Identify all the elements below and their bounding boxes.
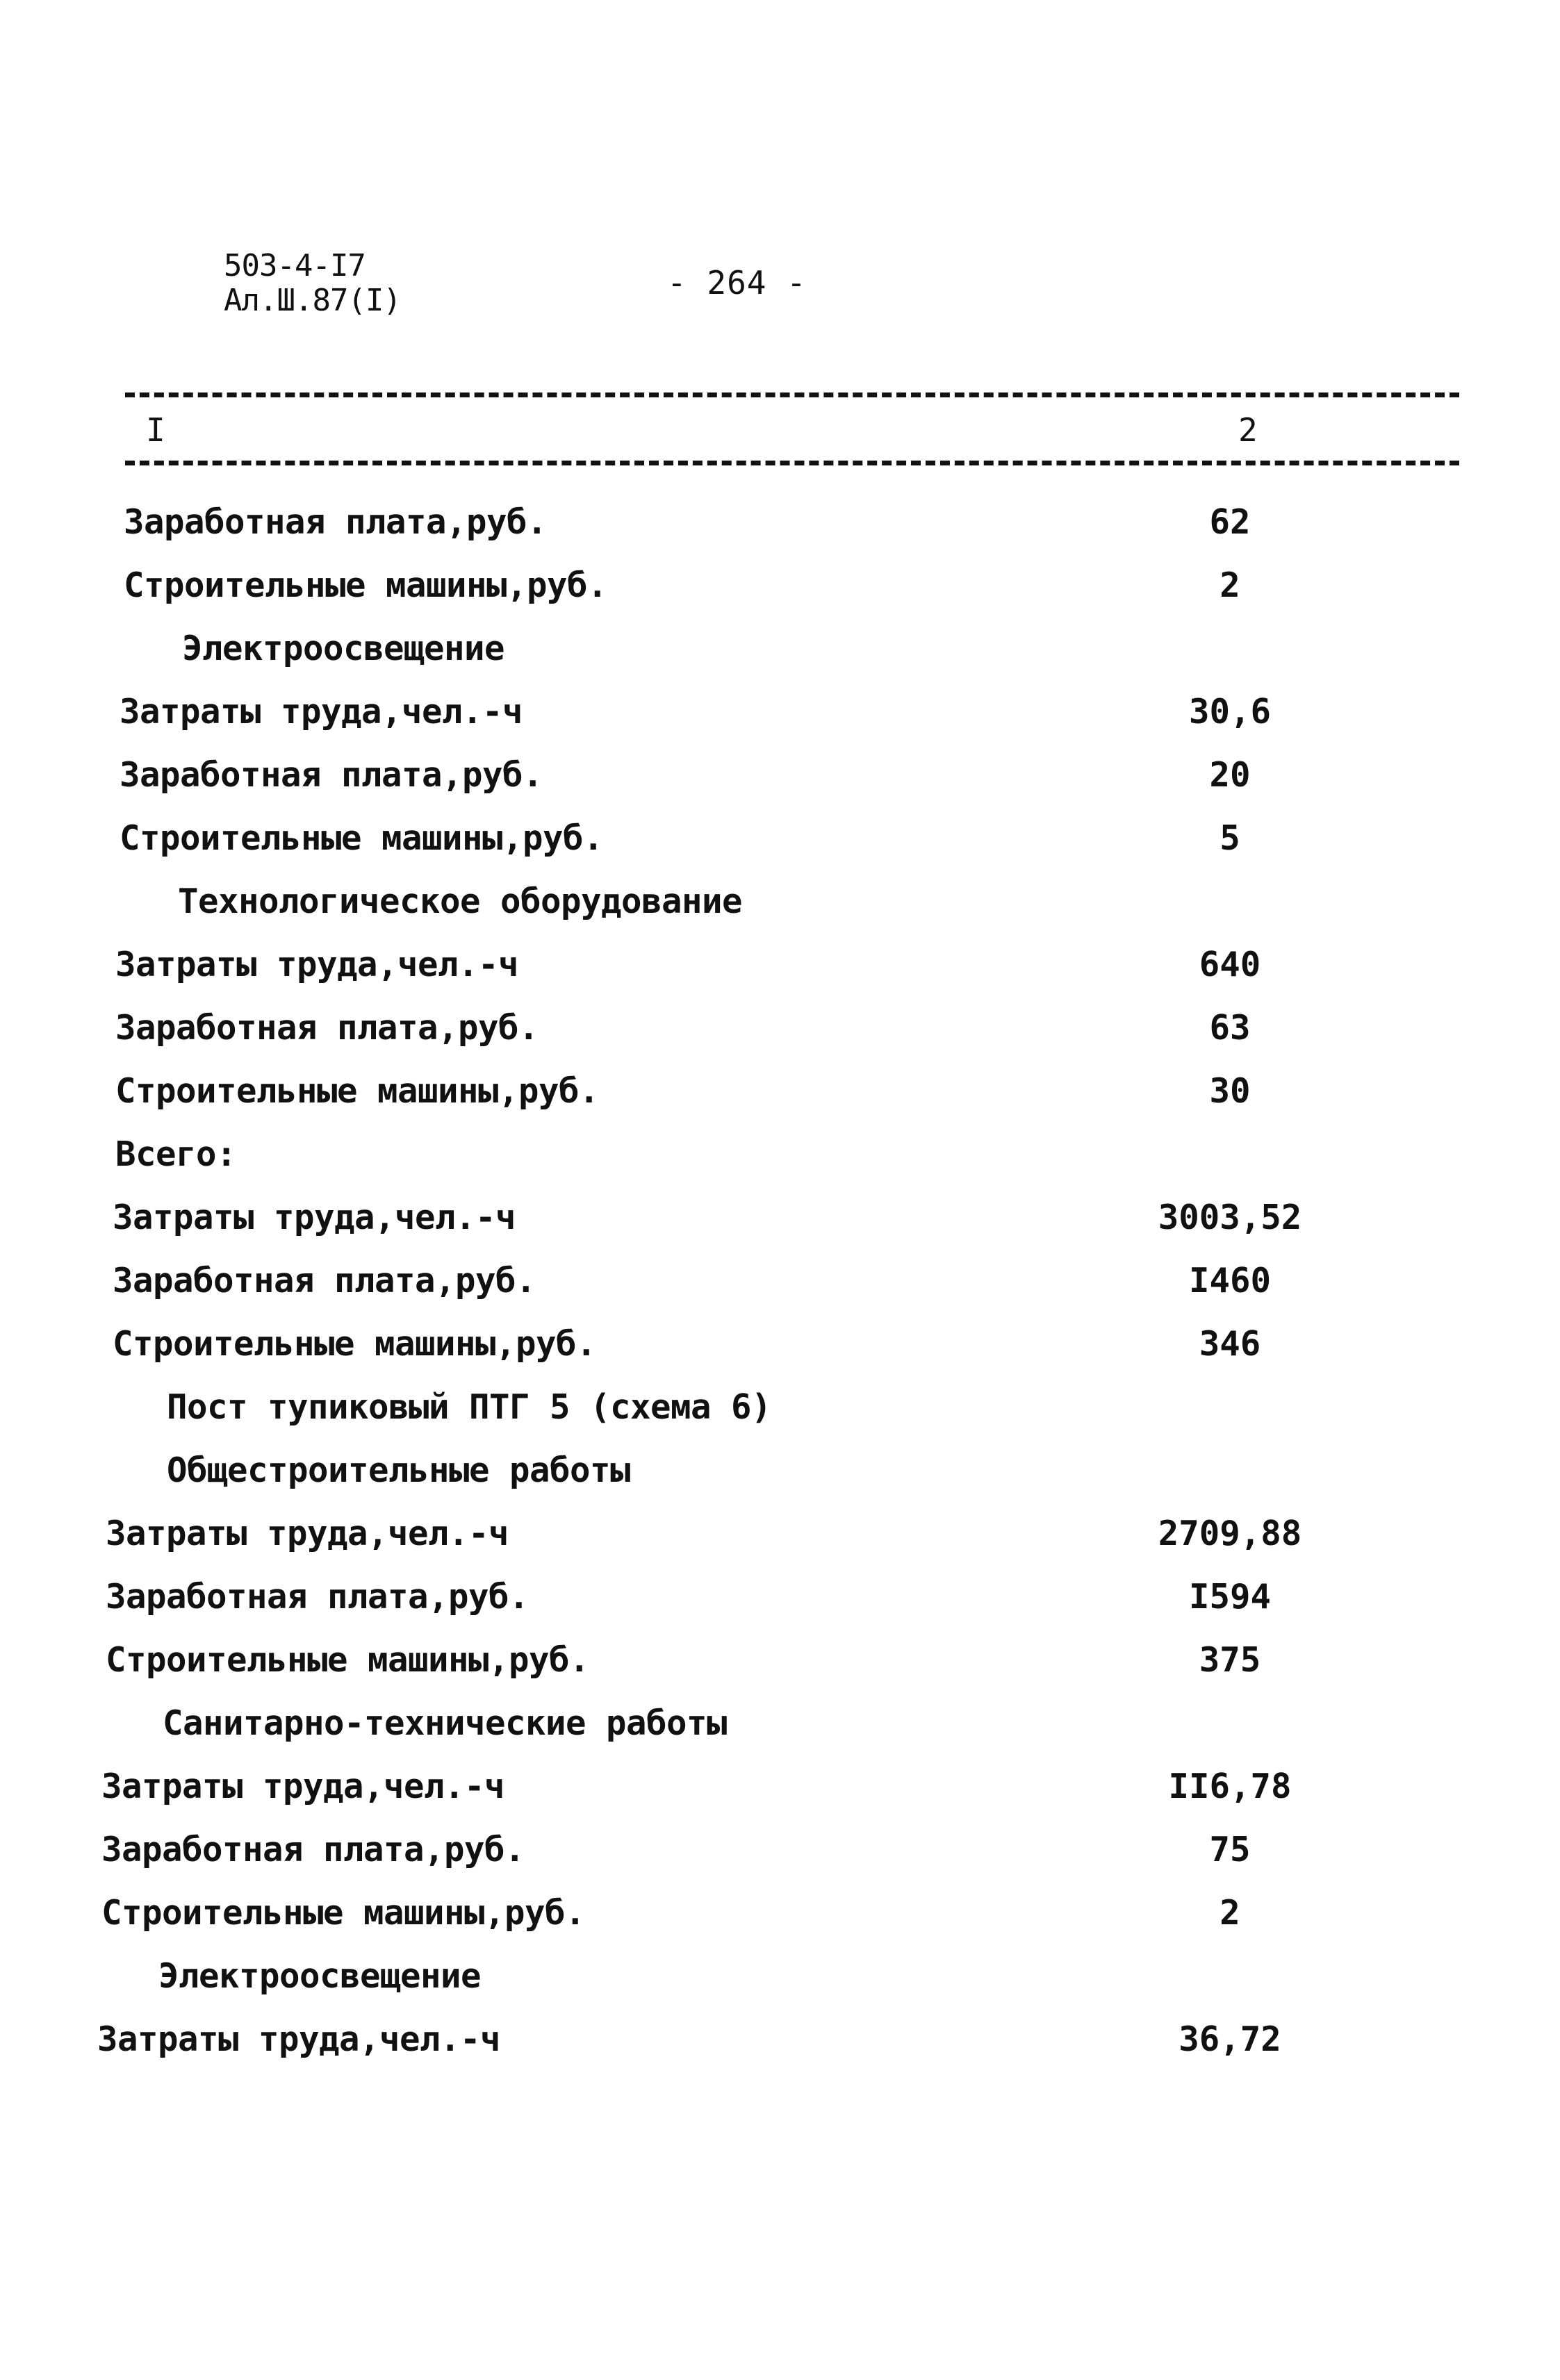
row-value: 2709,88 [1158, 1514, 1302, 1553]
row-label: Строительные машины,руб. [101, 1893, 586, 1933]
section-heading [0, 1129, 1560, 1193]
row-value: 30,6 [1188, 692, 1271, 732]
row-label: Затраты труда,чел.-ч [97, 2019, 501, 2059]
row-label: Затраты труда,чел.-ч [101, 1767, 505, 1806]
table-row [0, 1192, 1560, 1256]
row-value: 2 [1220, 565, 1240, 605]
row-value: 75 [1209, 1830, 1251, 1869]
table-row [0, 1508, 1560, 1572]
table-row [0, 686, 1560, 750]
table-row [0, 1761, 1560, 1825]
section-heading [0, 876, 1560, 940]
row-label: Строительные машины,руб. [106, 1640, 590, 1680]
document-code-line-2: Ал.Ш.87(I) [224, 283, 401, 318]
section-heading [0, 1445, 1560, 1509]
row-label: Затраты труда,чел.-ч [120, 692, 523, 732]
row-label: Затраты труда,чел.-ч [113, 1198, 516, 1237]
section-heading [0, 623, 1560, 687]
table-row [0, 813, 1560, 877]
table-row [0, 1319, 1560, 1382]
row-value: 5 [1220, 818, 1240, 858]
table-row [0, 1824, 1560, 1888]
section-heading [0, 1951, 1560, 2015]
row-value: I460 [1188, 1261, 1271, 1300]
row-value: 375 [1199, 1640, 1261, 1680]
row-label: Строительные машины,руб. [124, 565, 608, 605]
row-value: I594 [1188, 1577, 1271, 1617]
row-label: Строительные машины,руб. [120, 818, 604, 858]
table-row [0, 497, 1560, 561]
row-value: 30 [1209, 1071, 1251, 1111]
section-heading [0, 1698, 1560, 1762]
row-label: Заработная плата,руб. [101, 1830, 525, 1869]
page-number: - 264 - [667, 264, 807, 301]
column-header-2: 2 [1238, 411, 1258, 449]
row-label: Заработная плата,руб. [115, 1008, 539, 1048]
section-title: Пост тупиковый ПТГ 5 (схема 6) [167, 1387, 772, 1427]
row-value: 346 [1199, 1324, 1261, 1364]
table-row [0, 1635, 1560, 1699]
row-value: 640 [1199, 945, 1261, 984]
row-label: Заработная плата,руб. [106, 1577, 529, 1617]
document-code-line-1: 503-4-I7 [224, 248, 366, 283]
section-title: Технологическое оборудование [178, 882, 743, 921]
table-row [0, 1571, 1560, 1635]
section-title: Общестроительные работы [167, 1451, 631, 1490]
row-value: 2 [1220, 1893, 1240, 1933]
row-value: 63 [1209, 1008, 1251, 1048]
table-row [0, 2014, 1560, 2078]
table-row [0, 750, 1560, 813]
table-row [0, 1887, 1560, 1951]
section-heading [0, 1382, 1560, 1446]
row-label: Заработная плата,руб. [120, 755, 543, 795]
row-label: Затраты труда,чел.-ч [115, 945, 519, 984]
table-row [0, 1255, 1560, 1319]
row-label: Затраты труда,чел.-ч [106, 1514, 509, 1553]
row-value: 62 [1209, 502, 1251, 542]
section-title: Электроосвещение [158, 1956, 482, 1996]
row-label: Заработная плата,руб. [113, 1261, 536, 1300]
row-value: II6,78 [1168, 1767, 1292, 1806]
row-value: 36,72 [1179, 2019, 1281, 2059]
row-value: 20 [1209, 755, 1251, 795]
section-title: Санитарно-технические работы [163, 1703, 728, 1743]
table-row [0, 939, 1560, 1003]
row-label: Строительные машины,руб. [115, 1071, 600, 1111]
section-title: Всего: [115, 1134, 237, 1174]
row-label: Строительные машины,руб. [113, 1324, 597, 1364]
table-row [0, 1066, 1560, 1130]
table-row [0, 560, 1560, 624]
row-label: Заработная плата,руб. [124, 502, 548, 542]
table-row [0, 1002, 1560, 1066]
column-header-1: I [146, 411, 165, 449]
section-title: Электроосвещение [182, 629, 505, 668]
row-value: 3003,52 [1158, 1198, 1302, 1237]
